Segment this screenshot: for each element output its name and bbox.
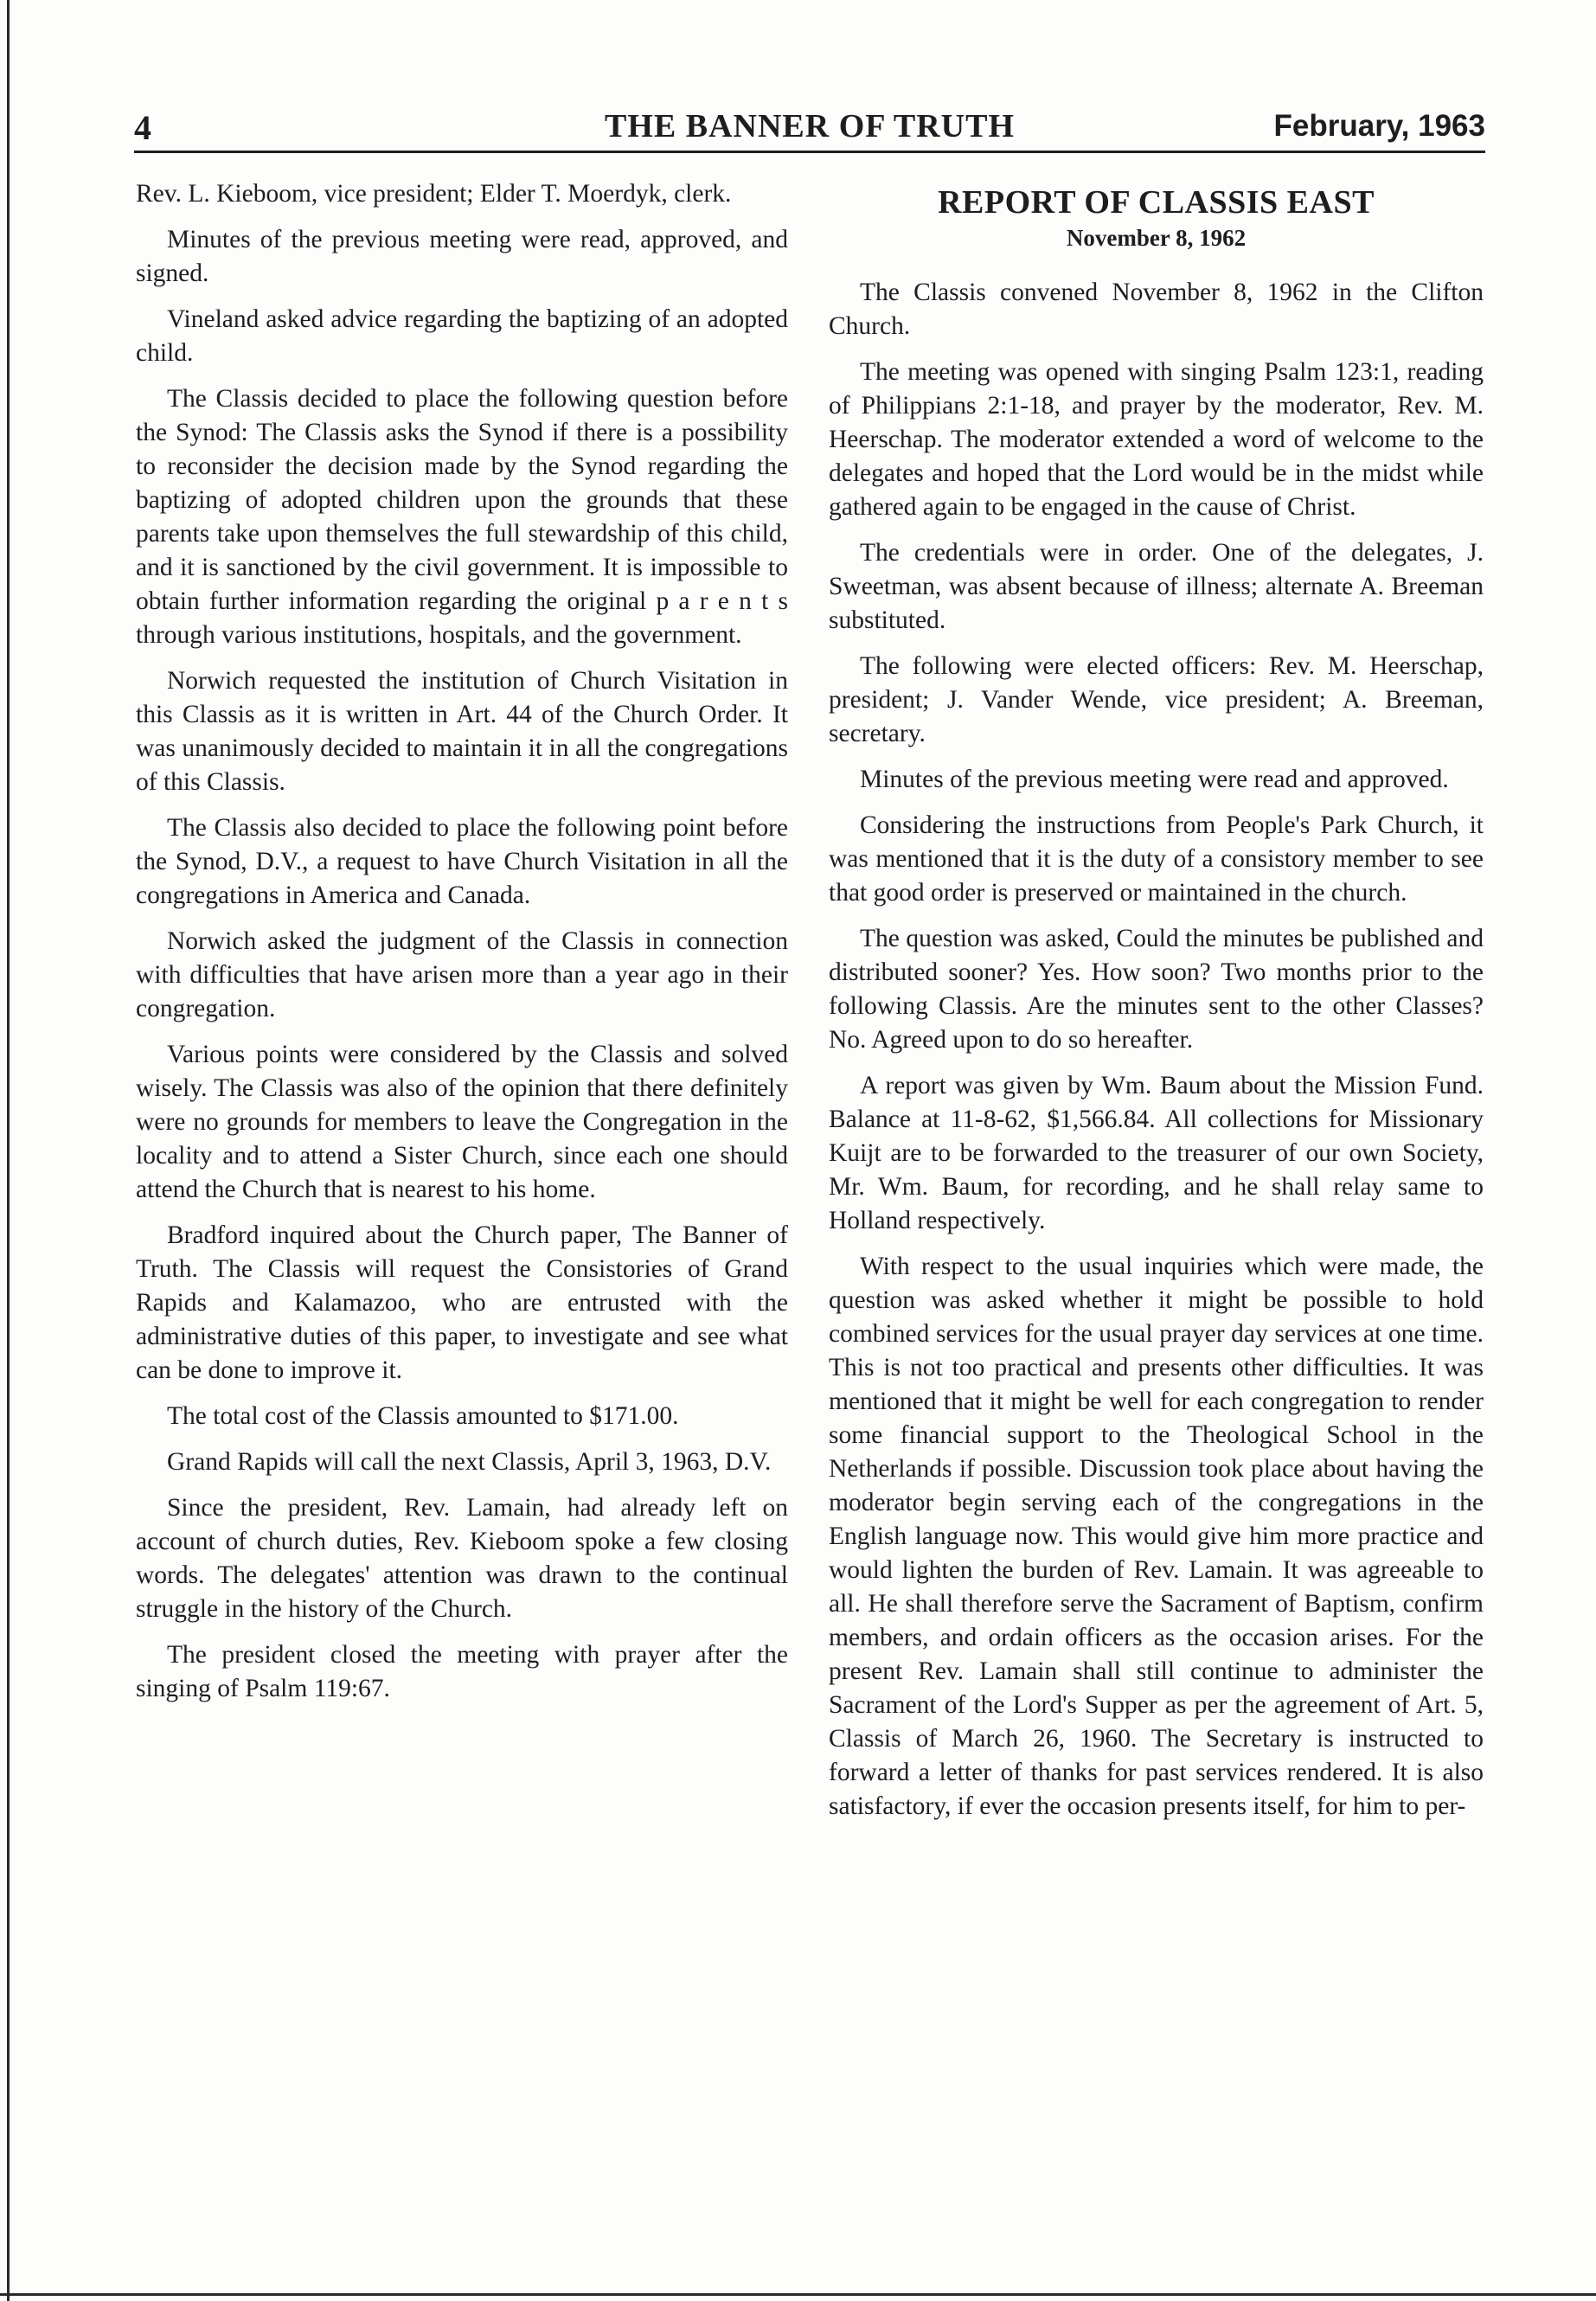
paragraph: The question was asked, Could the minutes be published and distributed sooner? Yes. How soon? Two months prior to the following Classis. Are the minutes sent to the other Classes? No. Agreed upon to do so hereafter. [829, 925, 1484, 1054]
paragraph: Rev. L. Kieboom, vice president; Elder T. Moerdyk, clerk. [136, 180, 732, 208]
paragraph: Minutes of the previous meeting were read, approved, and signed. [136, 226, 788, 287]
paragraph: Since the president, Rev. Lamain, had already left on account of church duties, Rev. Kieboom spoke a few closing words. The delegates' attention was drawn to the continual struggle in the history of the Church. [136, 1494, 788, 1623]
paragraph: The following were elected officers: Rev. M. Heerschap, president; J. Vander Wende, vice president; A. Breeman, secretary. [829, 652, 1484, 747]
paragraph: Norwich asked the judgment of the Classis in connection with difficulties that have arisen more than a year ago in their congregation. [136, 927, 788, 1022]
paragraph: With respect to the usual inquiries which were made, the question was asked whether it might be possible to hold combined services for the usual prayer day services at one time. This is not too practical and presents other difficulties. It was mentioned that it might be well for each congregation to render some financial support to the Theological School in the Netherlands if possible. Discussion took place about having the moderator begin serving each of the congregations in the English language now. This would give him more practice and would lighten the burden of Rev. Lamain. It was agreeable to all. He shall therefore serve the Sacrament of Baptism, confirm members, and ordain officers as the occasion arises. For the present Rev. Lamain shall still continue to administer the Sacrament of the Lord's Supper as per the agreement of Art. 5, Classis of March 26, 1960. The Secretary is instructed to forward a letter of thanks for past services rendered. It is also satisfactory, if ever the occasion presents itself, for him to per- [829, 1253, 1484, 1820]
paragraph: The total cost of the Classis amounted to $171.00. [167, 1402, 679, 1430]
header-rule [134, 151, 1485, 153]
article-heading: REPORT OF CLASSIS EAST [938, 184, 1375, 221]
running-header [134, 107, 1485, 151]
paragraph: A report was given by Wm. Baum about the Mission Fund. Balance at 11-8-62, $1,566.84. All collections for Missionary Kuijt are to be forwarded to the treasurer of our own Society, Mr. Wm. Baum, for recording, and he shall relay same to Holland respectively. [829, 1072, 1484, 1234]
paragraph: The Classis decided to place the following question before the Synod: The Classis asks the Synod if there is a possibility to reconsider the decision made by the Synod regarding the baptizing of adopted children upon the grounds that these parents take upon themselves the full stewardship of this child, and it is sanctioned by the civil government. It is impossible to obtain further information regarding the original p a r e n t s through various institutions, hospitals, and the government. [136, 385, 788, 649]
paragraph: Bradford inquired about the Church paper, The Banner of Truth. The Classis will request the Consistories of Grand Rapids and Kalamazoo, who are entrusted with the administrative duties of this paper, to investigate and see what can be done to improve it. [136, 1221, 788, 1384]
paragraph: The president closed the meeting with prayer after the singing of Psalm 119:67. [136, 1641, 788, 1702]
paragraph: The credentials were in order. One of the delegates, J. Sweetman, was absent because of illness; alternate A. Breeman substituted. [829, 539, 1484, 634]
paragraph: Norwich requested the institution of Church Visitation in this Classis as it is written in Art. 44 of the Church Order. It was unanimously decided to maintain it in all the congregations of this Classis. [136, 667, 788, 796]
paragraph: Minutes of the previous meeting were read and approved. [860, 766, 1449, 793]
page-edge-left [7, 0, 10, 2301]
publication-title: THE BANNER OF TRUTH [604, 108, 1016, 144]
paragraph: The meeting was opened with singing Psalm 123:1, reading of Philippians 2:1-18, and prayer by the moderator, Rev. M. Heerschap. The moderator extended a word of welcome to the delegates and hoped that the Lord would be in the midst while gathered again to be engaged in the cause of Christ. [829, 358, 1484, 521]
paragraph: Grand Rapids will call the next Classis, April 3, 1963, D.V. [167, 1448, 772, 1476]
article-date: November 8, 1962 [1066, 225, 1247, 251]
page-edge-bottom [0, 2293, 1596, 2296]
left-column [136, 177, 788, 1718]
right-column [829, 177, 1484, 1836]
page-number: 4 [134, 108, 151, 147]
paragraph: The Classis convened November 8, 1962 in the Clifton Church. [829, 279, 1484, 340]
issue-date: February, 1963 [1273, 109, 1485, 143]
paragraph: The Classis also decided to place the following point before the Synod, D.V., a request to have Church Visitation in all the congregations in America and Canada. [136, 814, 788, 909]
paragraph: Various points were considered by the Classis and solved wisely. The Classis was also of the opinion that there definitely were no grounds for members to leave the Congregation in the locality and to attend a Sister Church, since each one should attend the Church that is nearest to his home. [136, 1041, 788, 1203]
paragraph: Considering the instructions from People's Park Church, it was mentioned that it is the duty of a consistory member to see that good order is preserved or maintained in the church. [829, 811, 1484, 907]
paragraph: Vineland asked advice regarding the baptizing of an adopted child. [136, 305, 788, 367]
